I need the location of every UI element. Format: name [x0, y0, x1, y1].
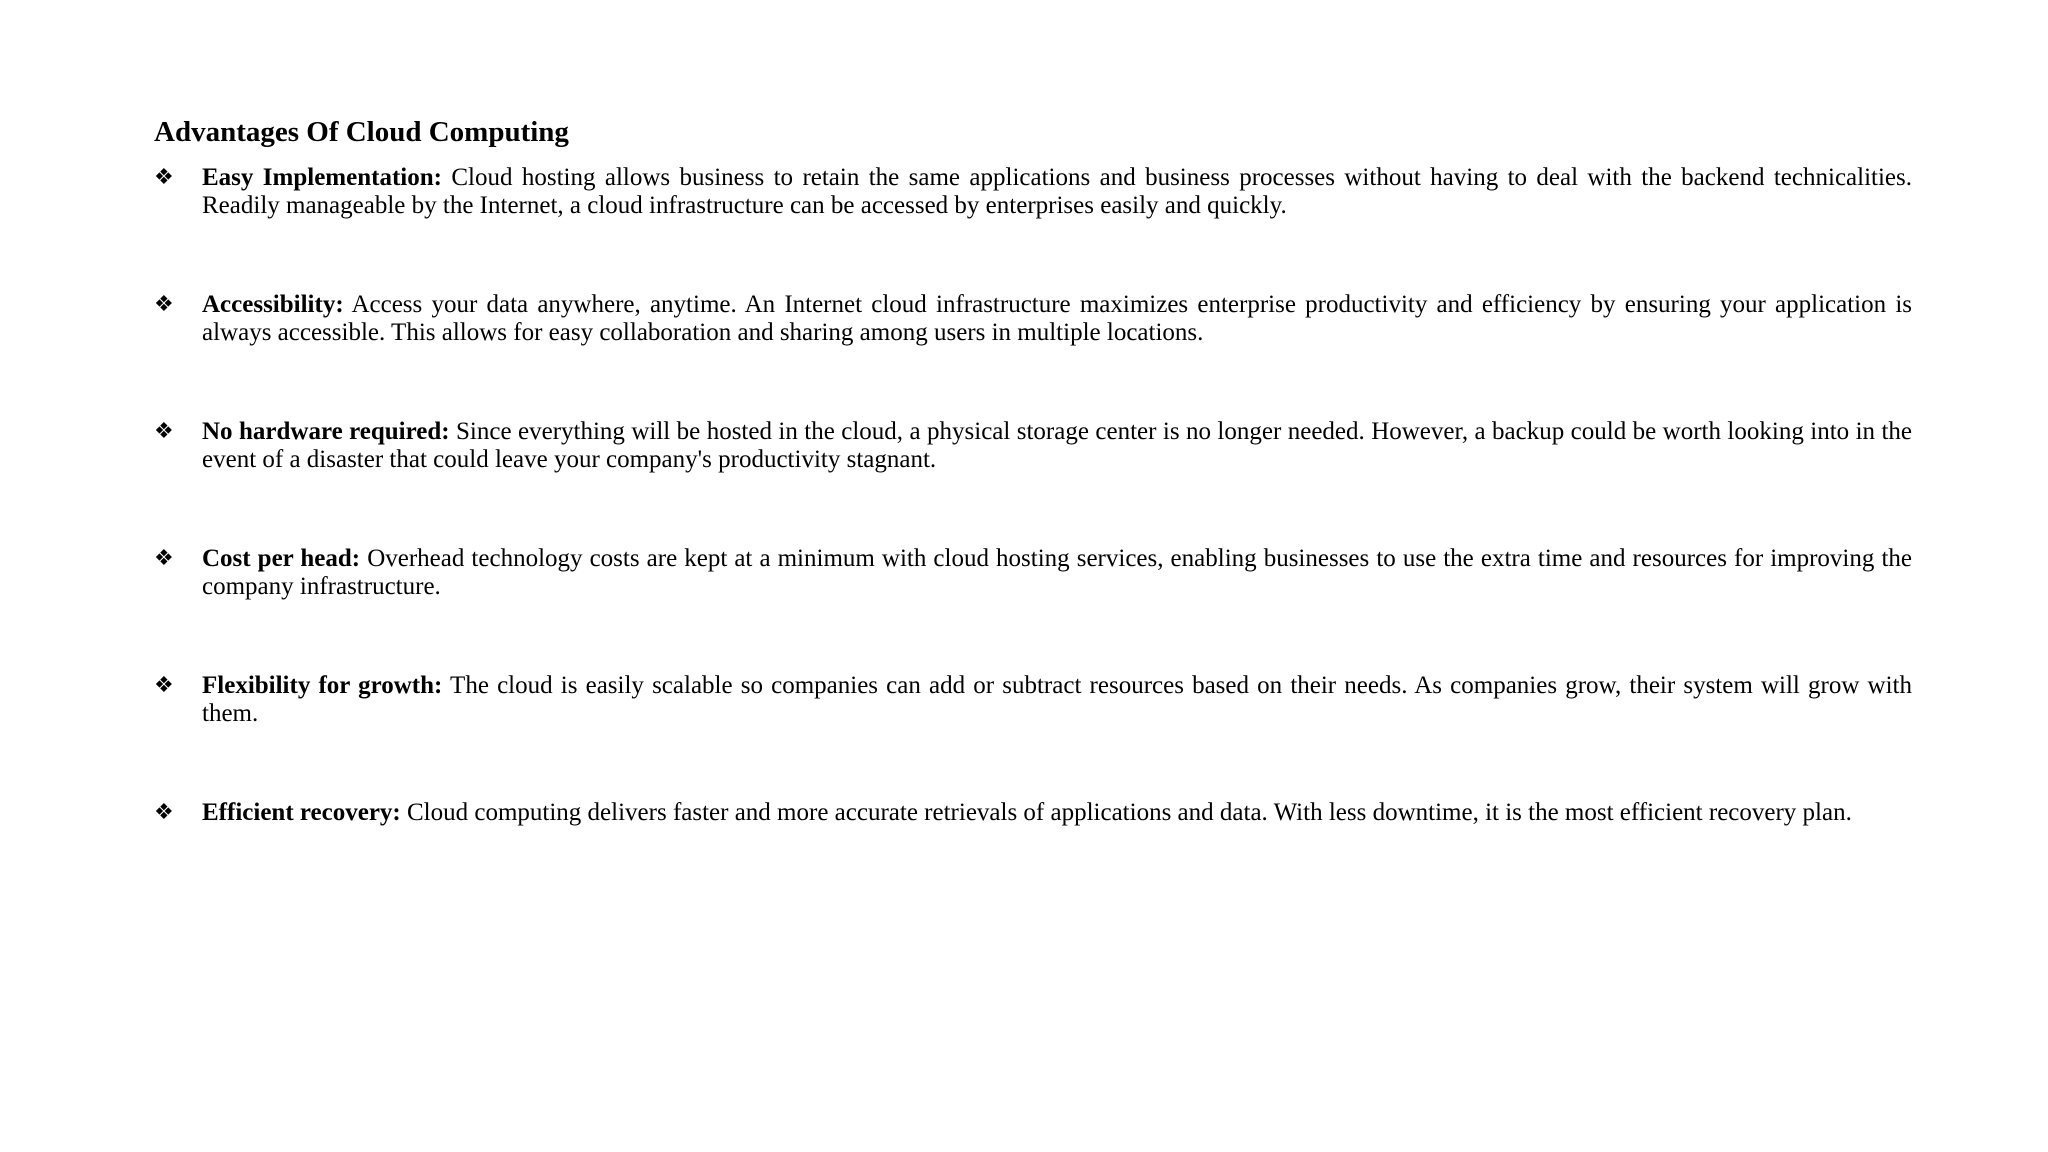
advantages-list — [154, 164, 1912, 898]
list-item — [154, 164, 1912, 220]
list-item — [154, 799, 1912, 827]
bullet-text: The cloud is easily scalable so companies can add or subtract resources based on their needs. As companies grow, their system will grow with them. — [202, 672, 1912, 727]
page-title: Advantages Of Cloud Computing — [154, 116, 569, 148]
bullet-term: Accessibility: — [202, 291, 344, 318]
diamond-bullet-icon: ❖ — [154, 165, 174, 190]
diamond-bullet-icon: ❖ — [154, 800, 174, 825]
bullet-term: Cost per head: — [202, 545, 361, 572]
bullet-term: No hardware required: — [202, 418, 450, 445]
bullet-text: Access your data anywhere, anytime. An Internet cloud infrastructure maximizes enterprise productivity and efficiency by ensuring your application is always accessible. This allows for easy collaboration and sharing among users in multiple locations. — [202, 291, 1912, 346]
list-item — [154, 672, 1912, 728]
bullet-text: Cloud hosting allows business to retain the same applications and business processes without having to deal with the backend technicalities. Readily manageable by the Internet, a cloud infrastructure can be accessed by enterprises easily and quickly. — [202, 164, 1912, 219]
bullet-term: Efficient recovery: — [202, 799, 401, 826]
diamond-bullet-icon: ❖ — [154, 673, 174, 698]
list-item — [154, 291, 1912, 347]
bullet-text: Since everything will be hosted in the cloud, a physical storage center is no longer needed. However, a backup could be worth looking into in the event of a disaster that could leave your company's productivity stagnant. — [202, 418, 1912, 473]
bullet-term: Flexibility for growth: — [202, 672, 443, 699]
list-item — [154, 545, 1912, 601]
bullet-text: Cloud computing delivers faster and more accurate retrievals of applications and data. With less downtime, it is the most efficient recovery plan. — [400, 799, 1852, 826]
list-item — [154, 418, 1912, 474]
bullet-term: Easy Implementation: — [202, 164, 442, 191]
diamond-bullet-icon: ❖ — [154, 292, 174, 317]
diamond-bullet-icon: ❖ — [154, 546, 174, 571]
diamond-bullet-icon: ❖ — [154, 419, 174, 444]
bullet-text: Overhead technology costs are kept at a minimum with cloud hosting services, enabling businesses to use the extra time and resources for improving the company infrastructure. — [202, 545, 1912, 600]
